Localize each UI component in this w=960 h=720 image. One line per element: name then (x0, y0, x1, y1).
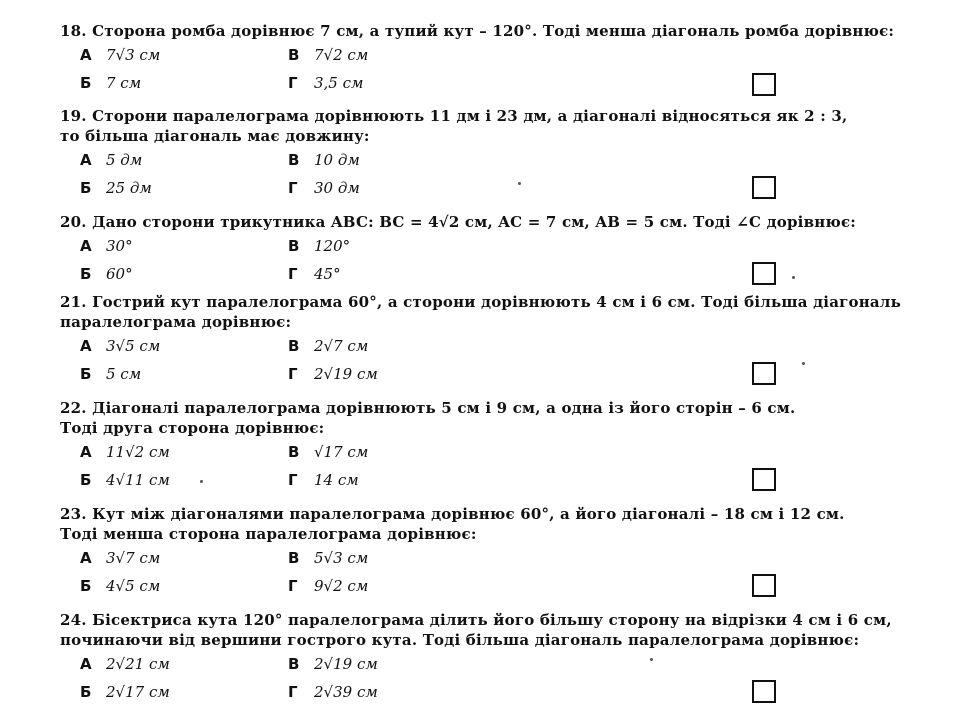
option-value: 5 см (106, 365, 142, 383)
option-b[interactable] (80, 682, 170, 702)
option-value: 2√21 см (106, 655, 170, 673)
option-v[interactable] (288, 336, 368, 356)
scan-speck (650, 658, 653, 661)
option-g[interactable] (288, 682, 378, 702)
question-24 (60, 610, 892, 706)
answer-box[interactable] (752, 362, 776, 385)
option-value: 2√17 см (106, 683, 170, 701)
option-letter: А (80, 655, 92, 673)
option-letter: Б (80, 179, 92, 197)
question-stem-line: 18. Сторона ромба дорівнює 7 см, а тупий кут – 120°. Тоді менша діагональ ромба дорівнює: (60, 22, 895, 40)
option-letter: В (288, 443, 300, 461)
option-letter: В (288, 46, 300, 64)
answer-box[interactable] (752, 176, 776, 199)
options-row-2 (60, 69, 860, 97)
option-letter: Б (80, 265, 92, 283)
option-v[interactable] (288, 548, 368, 568)
option-value: 25 дм (106, 179, 152, 197)
option-letter: Г (288, 179, 298, 197)
scan-speck (200, 480, 203, 483)
question-stem-line: паралелограма дорівнює: (60, 313, 292, 331)
question-23 (60, 504, 860, 600)
option-b[interactable] (80, 73, 141, 93)
option-b[interactable] (80, 264, 133, 284)
option-a[interactable] (80, 336, 160, 356)
option-g[interactable] (288, 73, 363, 93)
option-b[interactable] (80, 364, 141, 384)
option-letter: Г (288, 577, 298, 595)
option-value: 14 см (314, 471, 359, 489)
options-row-1 (60, 544, 860, 572)
option-value: 4√11 см (106, 471, 170, 489)
option-v[interactable] (288, 45, 368, 65)
option-value: 2√19 см (314, 365, 378, 383)
option-a[interactable] (80, 548, 160, 568)
option-letter: В (288, 237, 300, 255)
option-a[interactable] (80, 236, 133, 256)
option-a[interactable] (80, 654, 170, 674)
question-22 (60, 398, 860, 494)
option-value: 7√2 см (314, 46, 369, 64)
option-value: 2√7 см (314, 337, 369, 355)
option-letter: Б (80, 74, 92, 92)
option-value: 4√5 см (106, 577, 161, 595)
option-a[interactable] (80, 442, 170, 462)
option-b[interactable] (80, 178, 152, 198)
option-value: 10 дм (314, 151, 360, 169)
option-value: 9√2 см (314, 577, 369, 595)
option-g[interactable] (288, 264, 341, 284)
question-stem-line: 24. Бісектриса кута 120° паралелограма ділить його більшу сторону на відрізки 4 см і 6 см, (60, 611, 892, 629)
options-row-1 (60, 146, 860, 174)
option-letter: Г (288, 471, 298, 489)
question-21 (60, 292, 901, 388)
option-letter: Г (288, 265, 298, 283)
option-value: 3,5 см (314, 74, 364, 92)
options-row-2 (60, 360, 860, 388)
option-letter: В (288, 151, 300, 169)
question-stem-line: 23. Кут між діагоналями паралелограма дорівнює 60°, а його діагоналі – 18 см і 12 см. (60, 505, 845, 523)
options-row-1 (60, 332, 860, 360)
option-letter: А (80, 151, 92, 169)
option-value: 3√7 см (106, 549, 161, 567)
question-stem-line: 21. Гострий кут паралелограма 60°, а сторони дорівнюють 4 см і 6 см. Тоді більша діагональ (60, 293, 901, 311)
question-stem-line: 22. Діагоналі паралелограма дорівнюють 5 см і 9 см, а одна із його сторін – 6 см. (60, 399, 796, 417)
option-value: 120° (314, 237, 351, 255)
option-value: 30 дм (314, 179, 360, 197)
option-value: 7 см (106, 74, 142, 92)
option-letter: А (80, 337, 92, 355)
option-value: √17 см (314, 443, 369, 461)
option-letter: Б (80, 471, 92, 489)
options-row-1 (60, 41, 860, 69)
option-v[interactable] (288, 236, 350, 256)
answer-box[interactable] (752, 73, 776, 96)
option-a[interactable] (80, 45, 160, 65)
answer-box[interactable] (752, 262, 776, 285)
option-b[interactable] (80, 470, 170, 490)
option-letter: Б (80, 683, 92, 701)
options-row-2 (60, 572, 860, 600)
option-v[interactable] (288, 442, 368, 462)
options-row-1 (60, 650, 860, 678)
option-value: 45° (314, 265, 341, 283)
options-row-2 (60, 678, 860, 706)
answer-box[interactable] (752, 468, 776, 491)
option-letter: А (80, 549, 92, 567)
option-g[interactable] (288, 576, 368, 596)
question-stem-line: 20. Дано сторони трикутника ABC: BC = 4√2 см, AC = 7 см, AB = 5 см. Тоді ∠C дорівнює: (60, 213, 857, 231)
answer-box[interactable] (752, 680, 776, 703)
options-row-2 (60, 174, 860, 202)
answer-box[interactable] (752, 574, 776, 597)
scan-speck (518, 182, 521, 185)
options-row-1 (60, 438, 860, 466)
option-value: 60° (106, 265, 133, 283)
option-g[interactable] (288, 178, 360, 198)
option-b[interactable] (80, 576, 160, 596)
question-stem-line: починаючи від вершини гострого кута. Тоді більша діагональ паралелограма дорівнює: (60, 631, 860, 649)
option-letter: В (288, 655, 300, 673)
option-value: 7√3 см (106, 46, 161, 64)
option-value: 11√2 см (106, 443, 170, 461)
option-value: 5√3 см (314, 549, 369, 567)
options-row-1 (60, 232, 860, 260)
question-18 (60, 21, 895, 97)
option-letter: В (288, 549, 300, 567)
question-stem-line: Тоді менша сторона паралелограма дорівнює: (60, 525, 477, 543)
question-stem-line: то більша діагональ має довжину: (60, 127, 370, 145)
scan-speck (792, 276, 795, 279)
option-letter: Г (288, 683, 298, 701)
option-v[interactable] (288, 150, 360, 170)
option-letter: Г (288, 365, 298, 383)
option-letter: Б (80, 577, 92, 595)
options-row-2 (60, 466, 860, 494)
scan-speck (802, 362, 805, 365)
option-value: 5 дм (106, 151, 143, 169)
option-letter: Г (288, 74, 298, 92)
option-value: 2√39 см (314, 683, 378, 701)
question-stem-line: Тоді друга сторона дорівнює: (60, 419, 325, 437)
option-letter: В (288, 337, 300, 355)
option-g[interactable] (288, 470, 359, 490)
option-g[interactable] (288, 364, 378, 384)
option-value: 3√5 см (106, 337, 161, 355)
option-v[interactable] (288, 654, 378, 674)
option-value: 30° (106, 237, 133, 255)
option-letter: А (80, 237, 92, 255)
option-letter: Б (80, 365, 92, 383)
question-19 (60, 106, 860, 202)
option-a[interactable] (80, 150, 142, 170)
question-stem-line: 19. Сторони паралелограма дорівнюють 11 дм і 23 дм, а діагоналі відносяться як 2 : 3, (60, 107, 848, 125)
option-value: 2√19 см (314, 655, 378, 673)
question-20 (60, 212, 860, 288)
option-letter: А (80, 46, 92, 64)
option-letter: А (80, 443, 92, 461)
options-row-2 (60, 260, 860, 288)
